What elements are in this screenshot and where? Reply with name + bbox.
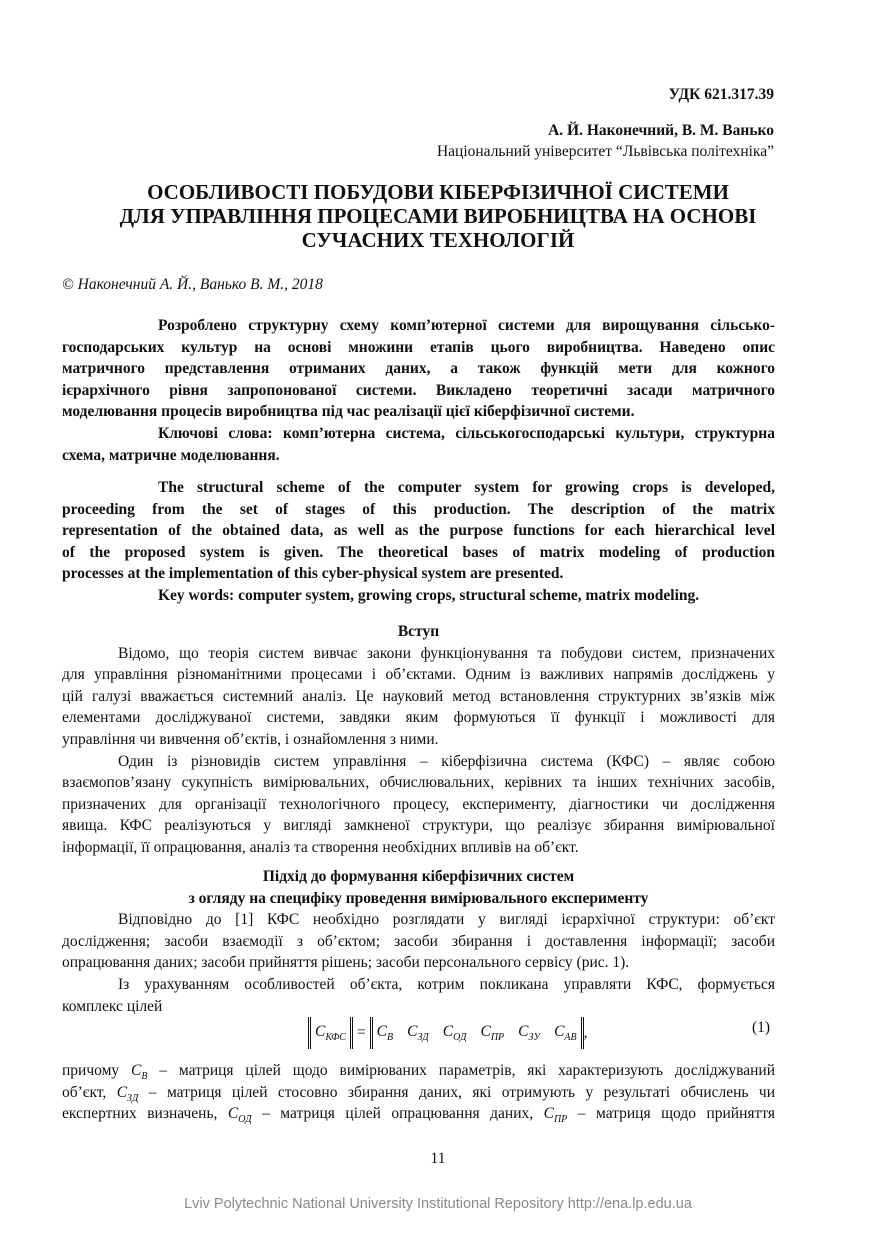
matrix-term bbox=[480, 1023, 505, 1044]
text-line: proceeding from the set of stages of this production. The description of the matrix bbox=[62, 500, 775, 518]
section-introduction bbox=[62, 621, 775, 859]
symbol: C bbox=[131, 1062, 142, 1079]
matrix-term bbox=[376, 1023, 394, 1044]
copyright: © Наконечний А. Й., Ванько В. М., 2018 bbox=[62, 276, 323, 293]
text-line: моделювання процесів виробництва під час реалізації цієї кіберфізичної системи. bbox=[62, 403, 635, 421]
symbol: C bbox=[376, 1023, 387, 1040]
abstract-ua bbox=[62, 315, 775, 466]
symbol: C bbox=[543, 1105, 554, 1123]
text-run: експертних визначень, bbox=[62, 1105, 228, 1123]
text-line: Із урахуванням особливостей об’єкта, котрим покликана управляти КФС, формується bbox=[118, 975, 775, 993]
subscript: ОД bbox=[238, 1114, 252, 1126]
abstract-en bbox=[62, 477, 775, 607]
title-line: ДЛЯ УПРАВЛІННЯ ПРОЦЕСАМИ ВИРОБНИЦТВА НА ОСНОВІ bbox=[119, 204, 757, 228]
text-line: Відповідно до [1] КФС необхідно розглядати у вигляді ієрархічної структури: об’єкт bbox=[118, 911, 775, 929]
subscript: ЗД bbox=[127, 1092, 139, 1104]
text-line: representation of the obtained data, as well as the purpose functions for each hierarchical level bbox=[62, 522, 775, 540]
text-line: господарських культур на основі множини етапів цього виробництва. Наведено опис bbox=[62, 338, 775, 356]
section-approach bbox=[62, 866, 775, 1017]
matrix-term bbox=[407, 1023, 429, 1044]
symbol: C bbox=[315, 1023, 326, 1040]
text-line: The structural scheme of the computer system for growing crops is developed, bbox=[158, 479, 775, 496]
text-run: – матриця цілей щодо вимірюваних параметрів, які характеризують досліджуваний bbox=[147, 1062, 775, 1079]
text-line: Відомо, що теорія систем вивчає закони функціонування та побудови систем, призначених bbox=[118, 644, 775, 662]
paragraph-definitions bbox=[62, 1060, 775, 1125]
equation-body: $C_{КФС}$ = $C_В$ $C_{ЗД}$ $C_{ОД}$ $C_{ПР}$ $C_{ЗУ}$ $C_{АВ}$ , bbox=[308, 1017, 588, 1049]
text-line: інформації, її опрацювання, аналіз та створення необхідних впливів на об’єкт. bbox=[62, 838, 579, 856]
equation-lhs bbox=[308, 1017, 353, 1049]
text-line: цій галузі вважається системний аналіз. Це науковий метод встановлення структурних зв’язків між bbox=[62, 687, 775, 705]
section-heading: з огляду на специфіку проведення вимірювального експерименту bbox=[188, 889, 649, 907]
subscript: ПР bbox=[490, 1032, 505, 1044]
matrix-term bbox=[442, 1023, 467, 1044]
symbol: C bbox=[442, 1023, 454, 1040]
text-line: опрацювання даних; засоби прийняття рішень; засоби персонального сервісу (рис. 1). bbox=[62, 954, 630, 972]
title-line: ОСОБЛИВОСТІ ПОБУДОВИ КІБЕРФІЗИЧНОЇ СИСТЕМИ bbox=[147, 180, 729, 204]
keywords-en: Key words: computer system, growing crops, structural scheme, matrix modeling. bbox=[158, 586, 700, 604]
text-line bbox=[62, 1103, 775, 1125]
text-line: ієрархічного рівня запропонованої системи. Викладено теоретичні засади матричного bbox=[62, 381, 775, 399]
symbol: C bbox=[407, 1023, 418, 1040]
udk-code: УДК 621.317.39 bbox=[668, 86, 774, 103]
title-line: СУЧАСНИХ ТЕХНОЛОГІЙ bbox=[301, 228, 575, 252]
text-line: призначених для організації технологічного процесу, експерименту, діагностики чи дослідження bbox=[62, 795, 775, 813]
text-run: – матриця цілей опрацювання даних, bbox=[251, 1105, 544, 1123]
equation-1 bbox=[0, 1013, 876, 1055]
text-run: причому bbox=[62, 1062, 132, 1079]
text-line: дослідження; засоби взаємодії з об’єктом; засоби збирання і доставлення інформації; засоби bbox=[62, 932, 775, 950]
text-line: комплекс цілей bbox=[62, 997, 163, 1015]
section-heading: Вступ bbox=[397, 623, 440, 640]
page-number: 11 bbox=[430, 1150, 446, 1167]
text-line: елементами досліджуваної системи, завдяки яким формуються її функції і можливості для bbox=[62, 709, 775, 727]
text-line bbox=[62, 1060, 775, 1082]
matrix-term bbox=[554, 1023, 577, 1044]
text-line: Один із різновидів систем управління – кіберфізична система (КФС) – являє собою bbox=[118, 752, 775, 770]
symbol: C bbox=[480, 1023, 491, 1040]
text-run: об’єкт, bbox=[62, 1083, 117, 1101]
paper-title bbox=[0, 180, 876, 252]
equation-rhs bbox=[370, 1017, 584, 1049]
text-line: для управління різноманітними процесами і об’єктами. Одним із важливих напрямів досліджень у bbox=[62, 666, 775, 684]
text-line: схема, матричне моделювання. bbox=[62, 446, 280, 464]
text-line: матричного представлення отриманих даних, а також функцій мети для кожного bbox=[62, 360, 775, 378]
subscript: ОД bbox=[453, 1032, 467, 1044]
subscript: КФС bbox=[325, 1032, 346, 1044]
symbol: C bbox=[227, 1105, 239, 1123]
text-line: явища. КФС реалізуються у вигляді замкненої структури, що реалізує збирання вимірювальної bbox=[62, 817, 775, 835]
text-line: Розроблено структурну схему комп’ютерної системи для вирощування сільсько- bbox=[158, 317, 775, 334]
subscript: АВ bbox=[564, 1032, 577, 1044]
symbol: C bbox=[518, 1023, 529, 1040]
symbol: C bbox=[116, 1083, 128, 1101]
text-line: взаємопов’язану сукупність вимірювальних, обчислювальних, керівних та інших технічних засобів, bbox=[62, 774, 775, 792]
text-line bbox=[62, 1082, 775, 1104]
section-heading: Підхід до формування кіберфізичних систем bbox=[262, 868, 575, 885]
subscript: ПР bbox=[553, 1114, 568, 1126]
text-run: – матриця щодо прийняття bbox=[567, 1105, 775, 1123]
text-run: – матриця цілей стосовно збирання даних, які отримують у результаті обчислень чи bbox=[138, 1083, 776, 1101]
subscript: В bbox=[141, 1071, 148, 1083]
text-line: управління чи вивчення об’єктів, і ознайомлення з ними. bbox=[62, 730, 439, 748]
authors: А. Й. Наконечний, В. М. Ванько bbox=[548, 122, 774, 139]
affiliation: Національний університет “Львівська політехніка” bbox=[436, 143, 774, 160]
equation-number: (1) bbox=[752, 1019, 771, 1036]
keywords-ua: Ключові слова: комп’ютерна система, сільськогосподарські культури, структурна bbox=[158, 424, 775, 442]
matrix-term bbox=[518, 1023, 541, 1044]
subscript: ЗУ bbox=[528, 1032, 541, 1044]
text-line: processes at the implementation of this cyber-physical system are presented. bbox=[62, 565, 564, 583]
subscript: В bbox=[387, 1032, 394, 1044]
repository-footer: Lviv Polytechnic National University Institutional Repository http://ena.lp.edu.ua bbox=[184, 1196, 692, 1212]
symbol: C bbox=[554, 1023, 565, 1040]
subscript: ЗД bbox=[417, 1032, 429, 1044]
text-line: of the proposed system is given. The theoretical bases of matrix modeling of production bbox=[62, 543, 775, 561]
